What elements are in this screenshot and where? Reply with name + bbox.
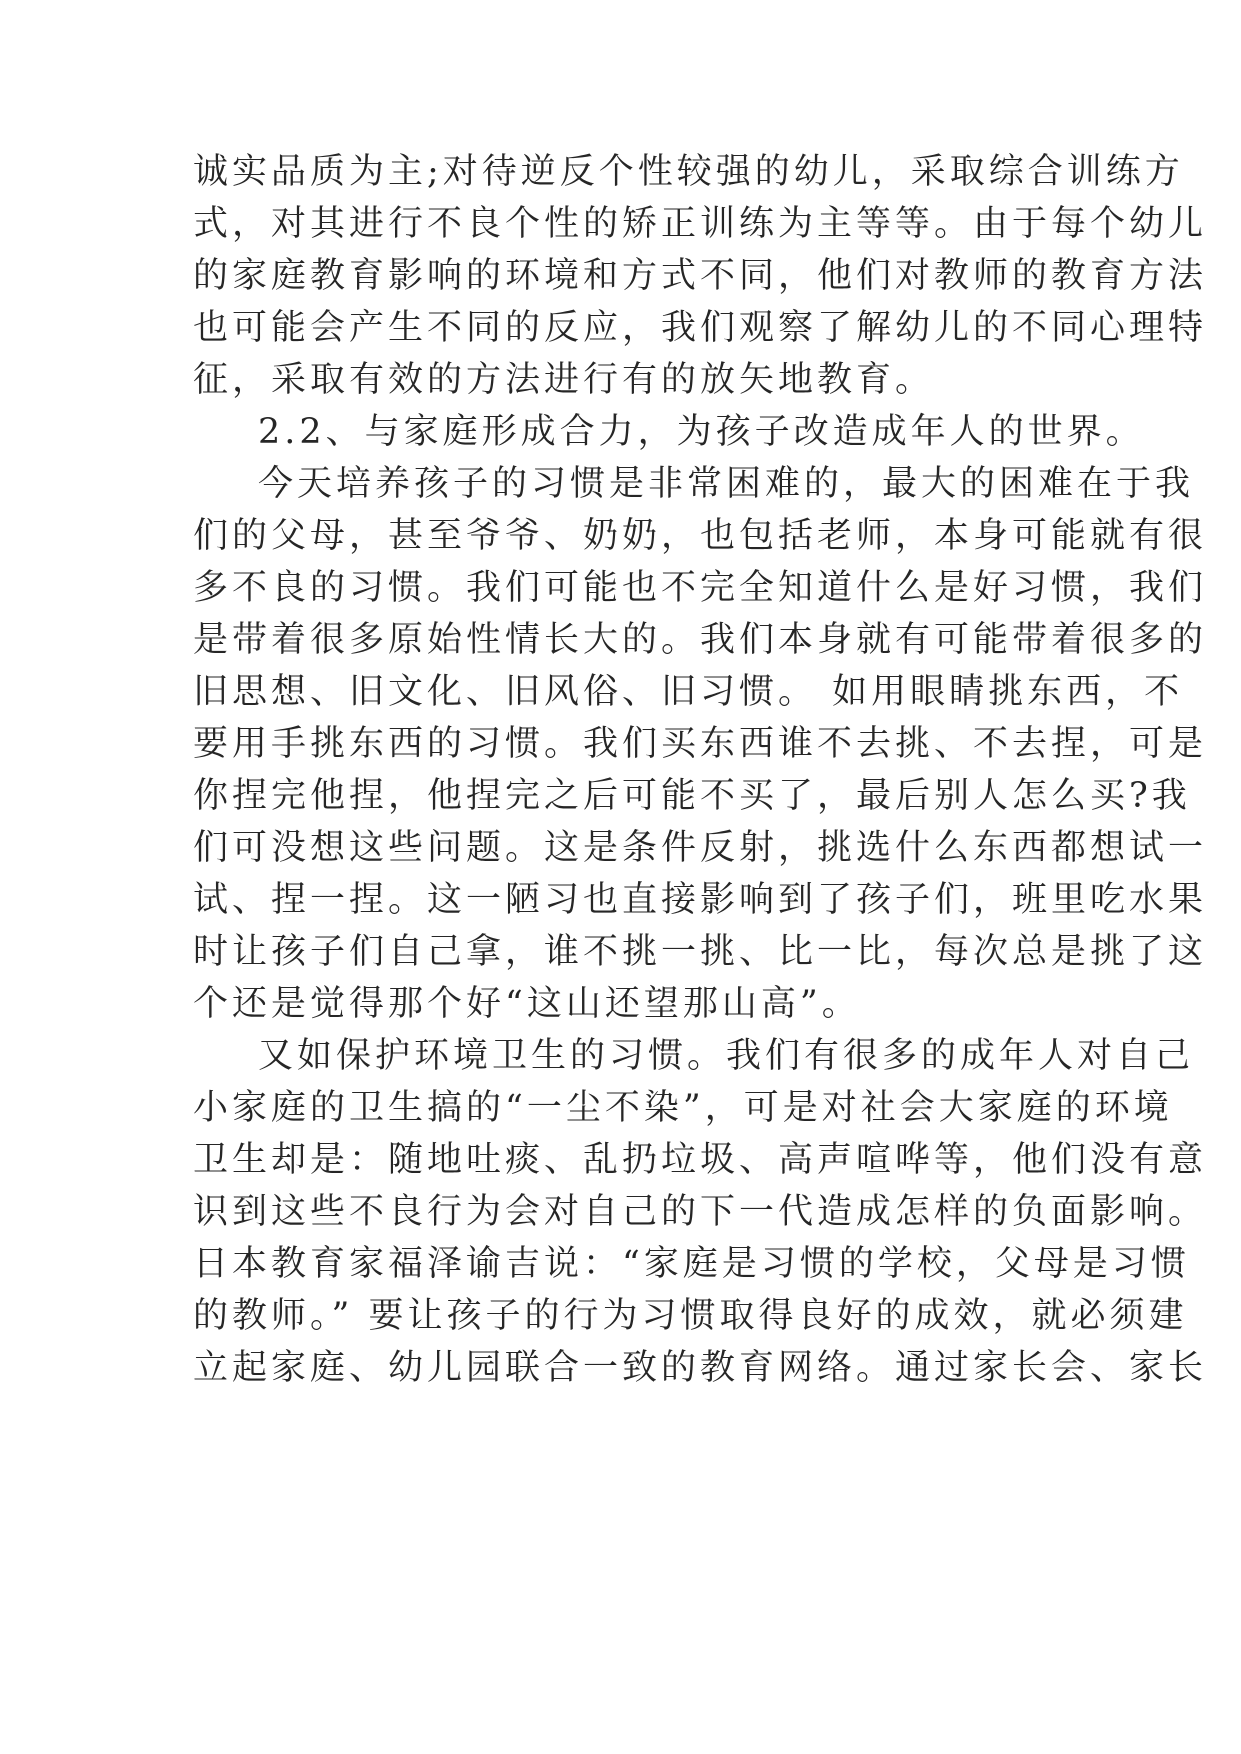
text-line: 也可能会产生不同的反应，我们观察了解幼儿的不同心理特: [193, 308, 1208, 348]
text-line: 的家庭教育影响的环境和方式不同，他们对教师的教育方法: [193, 256, 1208, 296]
text-line: 立起家庭、幼儿园联合一致的教育网络。通过家长会、家长: [193, 1348, 1208, 1388]
text-line: 要用手挑东西的习惯。我们买东西谁不去挑、不去捏，可是: [193, 724, 1208, 764]
text-line: 识到这些不良行为会对自己的下一代造成怎样的负面影响。: [193, 1192, 1208, 1232]
text-line: 们可没想这些问题。这是条件反射，挑选什么东西都想试一: [193, 828, 1208, 868]
text-line: 小家庭的卫生搞的“一尘不染”，可是对社会大家庭的环境: [193, 1088, 1173, 1128]
text-line: 是带着很多原始性情长大的。我们本身就有可能带着很多的: [193, 620, 1208, 660]
text-line: 试、捏一捏。这一陋习也直接影响到了孩子们，班里吃水果: [193, 880, 1208, 920]
text-line: 诚实品质为主;对待逆反个性较强的幼儿，采取综合训练方: [193, 152, 1184, 192]
text-line: 日本教育家福泽谕吉说：“家庭是习惯的学校，父母是习惯: [193, 1244, 1190, 1284]
text-line: 的教师。” 要让孩子的行为习惯取得良好的成效，就必须建: [193, 1296, 1188, 1336]
text-line: 式，对其进行不良个性的矫正训练为主等等。由于每个幼儿: [193, 204, 1208, 244]
paragraph-first-line: 今天培养孩子的习惯是非常困难的，最大的困难在于我: [258, 464, 1195, 504]
text-line: 旧思想、旧文化、旧风俗、旧习惯。 如用眼睛挑东西，不: [193, 672, 1184, 712]
text-line: 们的父母，甚至爷爷、奶奶，也包括老师，本身可能就有很: [193, 516, 1208, 556]
text-line: 卫生却是：随地吐痰、乱扔垃圾、高声喧哗等，他们没有意: [193, 1140, 1208, 1180]
text-line: 多不良的习惯。我们可能也不完全知道什么是好习惯，我们: [193, 568, 1208, 608]
text-line: 征，采取有效的方法进行有的放矢地教育。: [193, 360, 935, 400]
paragraph-first-line: 又如保护环境卫生的习惯。我们有很多的成年人对自己: [258, 1036, 1195, 1076]
text-line: 你捏完他捏，他捏完之后可能不买了，最后别人怎么买?我: [193, 776, 1191, 816]
text-line: 时让孩子们自己拿，谁不挑一挑、比一比，每次总是挑了这: [193, 932, 1208, 972]
text-line: 个还是觉得那个好“这山还望那山高”。: [193, 984, 861, 1024]
section-heading: 2.2、与家庭形成合力，为孩子改造成年人的世界。: [258, 412, 1145, 452]
